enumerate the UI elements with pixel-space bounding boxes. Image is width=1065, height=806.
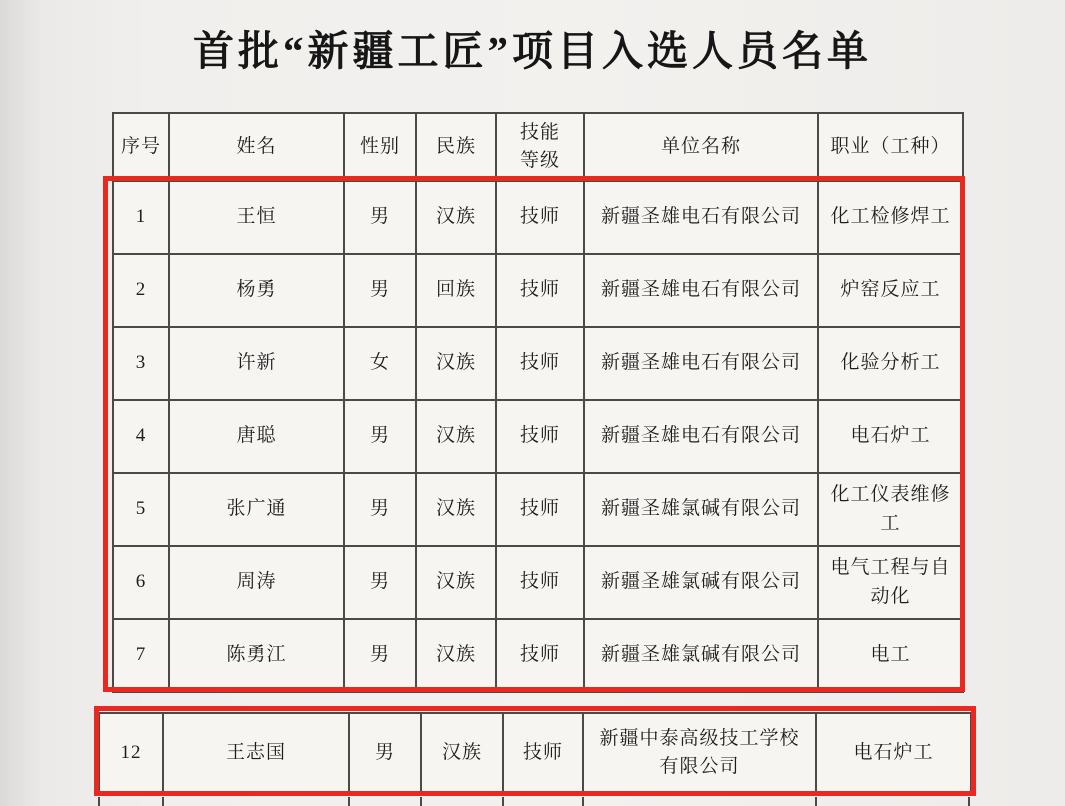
cell-gender: 男 [344,619,416,692]
header-skill [496,113,584,181]
cell-name: 杨勇 [169,254,344,327]
table-header-row [113,113,963,181]
cell-unit: 新疆圣雄电石有限公司 [584,181,818,254]
personnel-table [112,112,964,693]
cell-gender: 男 [344,546,416,619]
cell-occupation: 化工检修焊工 [818,181,963,254]
cell-seq: 6 [113,546,169,619]
cell-occupation: 炉窑反应工 [818,254,963,327]
cell-ethnicity: 回族 [416,254,496,327]
cell-skill: 技师 [496,473,584,546]
cell-unit: 新疆中泰高级技工学校有限公司 [583,713,816,793]
header-unit: 单位名称 [584,113,818,181]
table-line-stub [582,797,584,806]
table-row [113,327,963,400]
cell-seq: 3 [113,327,169,400]
cell-unit: 新疆圣雄电石有限公司 [584,327,818,400]
cell-unit: 新疆圣雄氯碱有限公司 [584,546,818,619]
header-occupation: 职业（工种） [818,113,963,181]
table-row [99,713,971,793]
cell-occupation: 化验分析工 [818,327,963,400]
cell-ethnicity: 汉族 [416,619,496,692]
cell-seq: 7 [113,619,169,692]
cell-seq: 4 [113,400,169,473]
table-line-stub [502,797,504,806]
table-row [113,473,963,546]
cell-occupation: 电工 [818,619,963,692]
header-seq: 序号 [113,113,169,181]
cell-name: 王志国 [163,713,349,793]
cell-skill: 技师 [496,546,584,619]
table-line-stub [815,797,817,806]
table-row [113,546,963,619]
table-row [113,254,963,327]
cell-skill: 技师 [496,327,584,400]
header-skill-label: 技能等级 [519,121,560,171]
cell-name: 唐聪 [169,400,344,473]
cell-name: 陈勇江 [169,619,344,692]
cell-ethnicity: 汉族 [416,327,496,400]
cell-skill: 技师 [496,619,584,692]
cell-occupation: 电石炉工 [818,400,963,473]
cell-name: 周涛 [169,546,344,619]
cell-gender: 男 [344,181,416,254]
header-ethnicity: 民族 [416,113,496,181]
cell-name: 许新 [169,327,344,400]
table-line-stub [162,797,164,806]
table-row [113,181,963,254]
table-line-stub [420,797,422,806]
cell-name: 王恒 [169,181,344,254]
cell-occupation: 电气工程与自动化 [818,546,963,619]
partial-next-row [98,797,970,806]
detached-row-table [98,712,972,794]
cell-ethnicity: 汉族 [416,181,496,254]
document-title: 首批“新疆工匠”项目入选人员名单 [193,28,872,74]
cell-seq: 5 [113,473,169,546]
cell-gender: 男 [344,400,416,473]
cell-ethnicity: 汉族 [421,713,503,793]
cell-gender: 女 [344,327,416,400]
cell-skill: 技师 [496,181,584,254]
cell-name: 张广通 [169,473,344,546]
table-row [113,619,963,692]
cell-seq: 1 [113,181,169,254]
cell-unit: 新疆圣雄电石有限公司 [584,254,818,327]
header-name: 姓名 [169,113,344,181]
cell-ethnicity: 汉族 [416,546,496,619]
cell-unit: 新疆圣雄氯碱有限公司 [584,619,818,692]
cell-gender: 男 [344,254,416,327]
cell-ethnicity: 汉族 [416,473,496,546]
cell-seq: 12 [99,713,163,793]
table-row [113,400,963,473]
cell-seq: 2 [113,254,169,327]
cell-occupation: 电石炉工 [816,713,971,793]
table-line-stub [348,797,350,806]
cell-unit: 新疆圣雄氯碱有限公司 [584,473,818,546]
cell-gender: 男 [349,713,421,793]
cell-skill: 技师 [503,713,583,793]
table-line-stub [98,797,100,806]
table-line-stub [968,797,970,806]
cell-occupation: 化工仪表维修工 [818,473,963,546]
cell-gender: 男 [344,473,416,546]
cell-skill: 技师 [496,254,584,327]
header-gender: 性别 [344,113,416,181]
cell-ethnicity: 汉族 [416,400,496,473]
cell-skill: 技师 [496,400,584,473]
cell-unit: 新疆圣雄电石有限公司 [584,400,818,473]
